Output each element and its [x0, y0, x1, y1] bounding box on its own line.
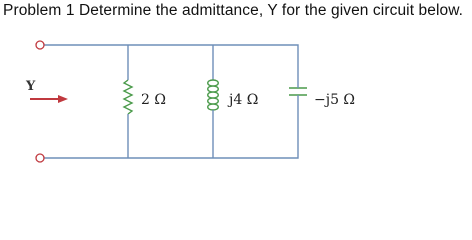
top-terminal: [36, 41, 44, 49]
resistor: [124, 45, 132, 158]
problem-statement: Problem 1 Determine the admittance, Y for the given circuit below.: [3, 2, 464, 19]
bottom-terminal: [36, 154, 44, 162]
admittance-label: Y: [26, 79, 36, 94]
top-wire: [44, 45, 298, 76]
capacitor-label: −j5 Ω: [314, 92, 356, 108]
arrow-icon: [30, 95, 68, 103]
capacitor: [289, 76, 307, 106]
inductor-label: j4 Ω: [229, 92, 259, 108]
bottom-wire: [44, 106, 298, 158]
inductor: [208, 45, 219, 158]
resistor-label: 2 Ω: [141, 92, 166, 108]
